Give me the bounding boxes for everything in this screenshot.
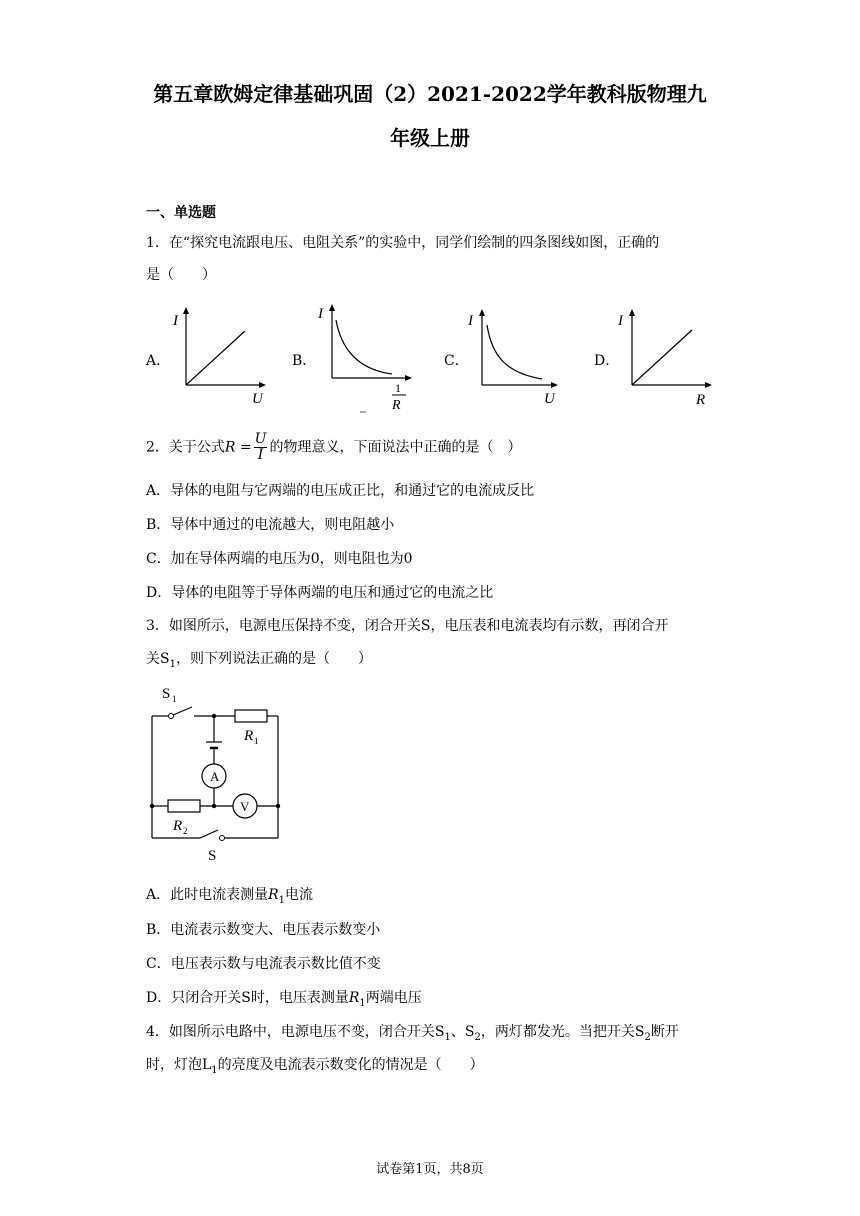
q3-line-2 (146, 648, 372, 670)
label-s1-sub: 1 (172, 694, 177, 704)
q2-stem-post: 的物理意义，下面说法中正确的是（ ） (269, 439, 522, 456)
q3-option-d (146, 987, 422, 1009)
graph-b-y-label: I (318, 306, 323, 322)
q3-option-b: B．电流表示数变大、电压表示数变小 (146, 922, 381, 938)
q2-option-b: B．导体中通过的电流越大，则电阻越小 (146, 517, 395, 533)
q2-option-a: A．导体的电阻与它两端的电压成正比，和通过它的电流成反比 (146, 483, 535, 499)
q1-option-d-label: D． (594, 353, 620, 369)
label-voltmeter: V (240, 799, 250, 814)
q2-stem (146, 432, 521, 463)
label-r2: R (173, 818, 183, 834)
q4-line-1 (146, 1021, 679, 1043)
q2-formula-fraction (254, 432, 268, 463)
label-s1: S (162, 686, 171, 702)
q3-line-2-sub: 1 (169, 658, 176, 670)
graph-b-x-numerator: 1 (395, 381, 401, 395)
q4-l1-d: 断开 (650, 1024, 679, 1040)
q4-l2-a: 时，灯泡L (146, 1057, 212, 1073)
junction-right (276, 804, 280, 808)
q3-option-a-sub: 1 (278, 894, 286, 906)
q4-l1-sub-1: 1 (444, 1031, 451, 1043)
q1-line-2: 是（ ） (146, 267, 216, 283)
q2-formula-numerator: U (254, 431, 267, 447)
q3-option-a-pre: A．此时电流表测量 (146, 887, 269, 903)
q2-formula-denominator: I (257, 447, 264, 463)
label-r1-sub: 1 (254, 736, 259, 746)
graph-d-x-label: R (696, 392, 706, 408)
q3-option-a (146, 884, 313, 906)
graph-c-x-label: U (544, 391, 555, 407)
q4-l1-sub-3: 2 (644, 1031, 651, 1043)
q4-l1-b: 、S (450, 1024, 475, 1040)
label-r2-sub: 2 (183, 826, 188, 836)
page-footer: 试卷第1页，共8页 (376, 1162, 484, 1177)
q1-line-1: 1．在“探究电流跟电压、电阻关系”的实验中，同学们绘制的四条图线如图，正确的 (146, 235, 660, 251)
q4-l1-a: 4．如图所示电路中，电源电压不变，闭合开关S (146, 1024, 445, 1040)
q3-option-d-pre: D．只闭合开关S时，电压表测量 (146, 990, 349, 1006)
resistor-r2 (168, 800, 200, 812)
q3-option-a-post: 电流 (285, 887, 314, 903)
q3-option-d-post: 两端电压 (365, 990, 422, 1006)
junction-mid (212, 804, 216, 808)
q2-option-c: C．加在导体两端的电压为0，则电阻也为0 (146, 551, 413, 567)
q1-graph-b (312, 298, 417, 418)
graph-d-y-label: I (618, 313, 623, 329)
q1-graph-d (612, 305, 717, 410)
q3-option-c: C．电压表示数与电流表示数比值不变 (146, 956, 381, 972)
q4-l2-b: 的亮度及电流表示数变化的情况是（ ） (217, 1057, 484, 1073)
q3-option-a-symbol: R (268, 887, 279, 903)
q3-option-d-sub: 1 (359, 997, 366, 1009)
label-r1: R (244, 728, 254, 744)
title-line-1: 第五章欧姆定律基础巩固（2）2021-2022学年教科版物理九 (153, 82, 707, 106)
q4-line-2 (146, 1054, 484, 1076)
q2-option-d: D．导体的电阻等于导体两端的电压和通过它的电流之比 (146, 585, 494, 601)
label-ammeter: A (210, 769, 220, 784)
q3-line-1: 3．如图所示，电源电压保持不变，闭合开关S，电压表和电流表均有示数，再闭合开 (146, 618, 669, 634)
q1-graph-c (462, 305, 562, 410)
junction-left (150, 804, 154, 808)
q4-l1-c: ，两灯都发光。当把开关S (480, 1024, 645, 1040)
q2-formula-lhs: R = (224, 439, 252, 456)
q1-option-c-label: C． (444, 353, 469, 369)
q1-option-b-label: B． (292, 353, 317, 369)
q4-l2-sub: 1 (211, 1064, 218, 1076)
q2-stem-pre: 2．关于公式 (146, 439, 225, 456)
label-s: S (208, 848, 217, 864)
q3-option-d-symbol: R (348, 990, 360, 1006)
section-heading: 一、单选题 (146, 205, 216, 221)
graph-b-x-denominator: R (392, 398, 401, 413)
q3-line-2-pre: 关S (146, 651, 170, 667)
title-line-2: 年级上册 (390, 126, 470, 150)
graph-a-x-label: U (252, 391, 263, 407)
q3-line-2-post: ，则下列说法正确的是（ ） (175, 651, 372, 667)
q3-circuit-diagram (140, 680, 300, 865)
graph-c-y-label: I (468, 313, 473, 329)
resistor-r1 (235, 710, 267, 722)
graph-a-y-label: I (173, 313, 178, 329)
q4-l1-sub-2: 2 (474, 1031, 481, 1043)
q1-option-a-label: A． (146, 353, 171, 369)
q1-graph-a (170, 305, 270, 410)
